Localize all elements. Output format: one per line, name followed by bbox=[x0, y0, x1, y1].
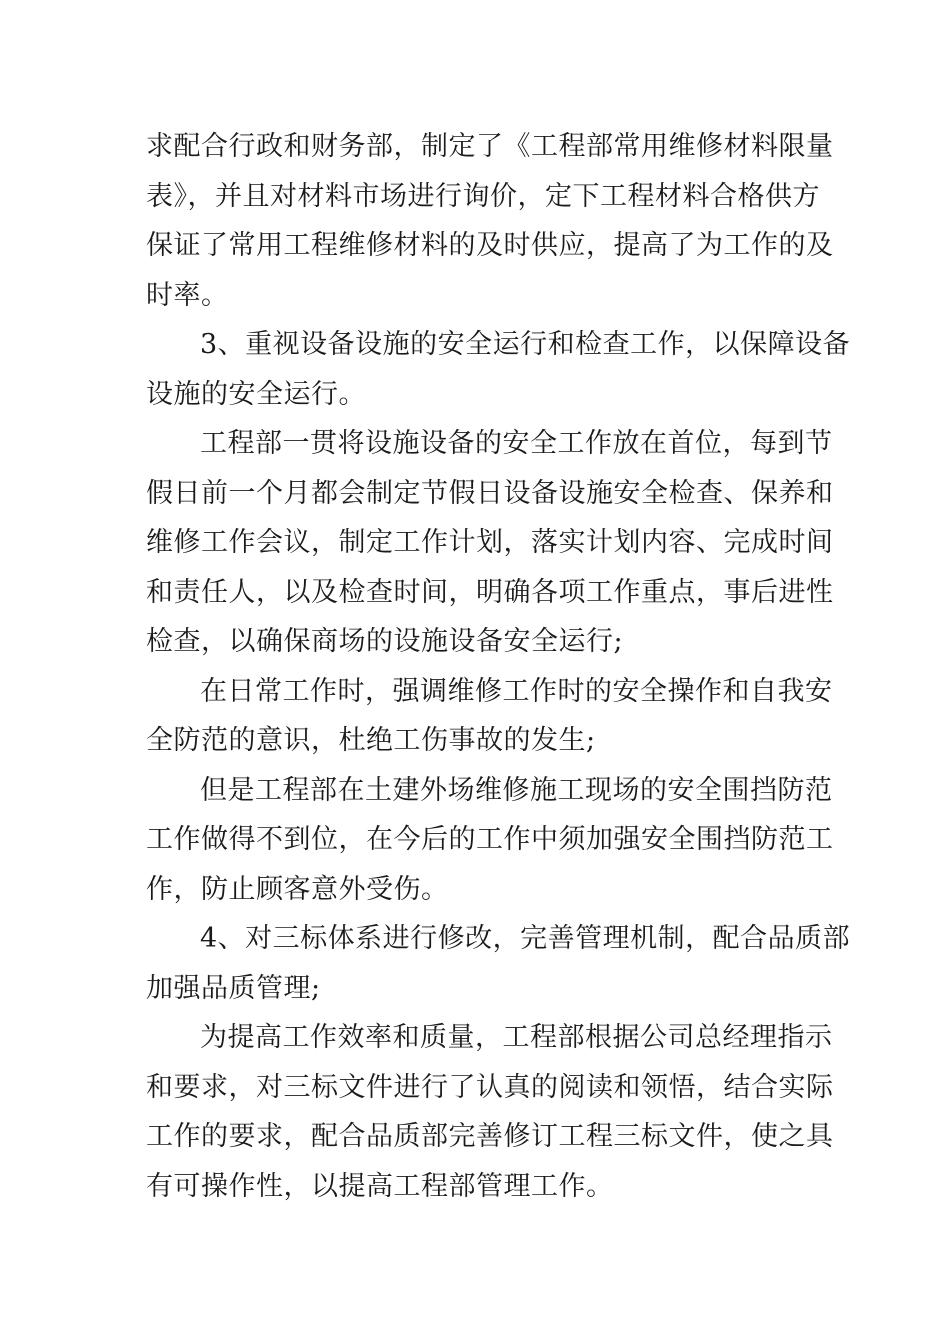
text-line: 假日前一个月都会制定节假日设备设施安全检查、保养和 bbox=[146, 477, 834, 509]
text-line: 作，防止顾客意外受伤。 bbox=[146, 873, 449, 905]
section-heading-4: 4、对三标体系进行修改，完善管理机制，配合品质部 bbox=[200, 923, 851, 954]
text-line: 和责任人，以及检查时间，明确各项工作重点，事后进性 bbox=[146, 576, 834, 608]
text-line: 时率。 bbox=[146, 279, 229, 311]
section-heading-3: 3、重视设备设施的安全运行和检查工作，以保障设备 bbox=[200, 329, 851, 360]
document-body bbox=[146, 122, 851, 1211]
text-line: 设施的安全运行。 bbox=[146, 378, 366, 410]
paragraph-start: 工程部一贯将设施设备的安全工作放在首位，每到节 bbox=[200, 428, 833, 459]
text-line: 保证了常用工程维修材料的及时供应，提高了为工作的及 bbox=[146, 230, 834, 261]
paragraph-start: 在日常工作时，强调维修工作时的安全操作和自我安 bbox=[200, 675, 833, 707]
text-line: 有可操作性，以提高工程部管理工作。 bbox=[146, 1170, 614, 1202]
text-line: 加强品质管理; bbox=[146, 972, 321, 1004]
text-line: 维修工作会议，制定工作计划，落实计划内容、完成时间 bbox=[146, 527, 834, 558]
text-line: 和要求，对三标文件进行了认真的阅读和领悟，结合实际 bbox=[146, 1071, 834, 1103]
text-line: 检查，以确保商场的设施设备安全运行; bbox=[146, 626, 624, 657]
paragraph-start: 但是工程部在土建外场维修施工现场的安全围挡防范 bbox=[200, 774, 833, 806]
text-line: 工作做得不到位，在今后的工作中须加强安全围挡防范工 bbox=[146, 824, 834, 855]
text-line: 表》，并且对材料市场进行询价，定下工程材料合格供方 bbox=[146, 180, 820, 212]
paragraph-start: 为提高工作效率和质量，工程部根据公司总经理指示 bbox=[200, 1022, 833, 1053]
text-line: 工作的要求，配合品质部完善修订工程三标文件，使之具 bbox=[146, 1121, 834, 1152]
text-line: 求配合行政和财务部，制定了《工程部常用维修材料限量 bbox=[146, 131, 834, 162]
text-line: 全防范的意识，杜绝工伤事故的发生; bbox=[146, 725, 596, 756]
